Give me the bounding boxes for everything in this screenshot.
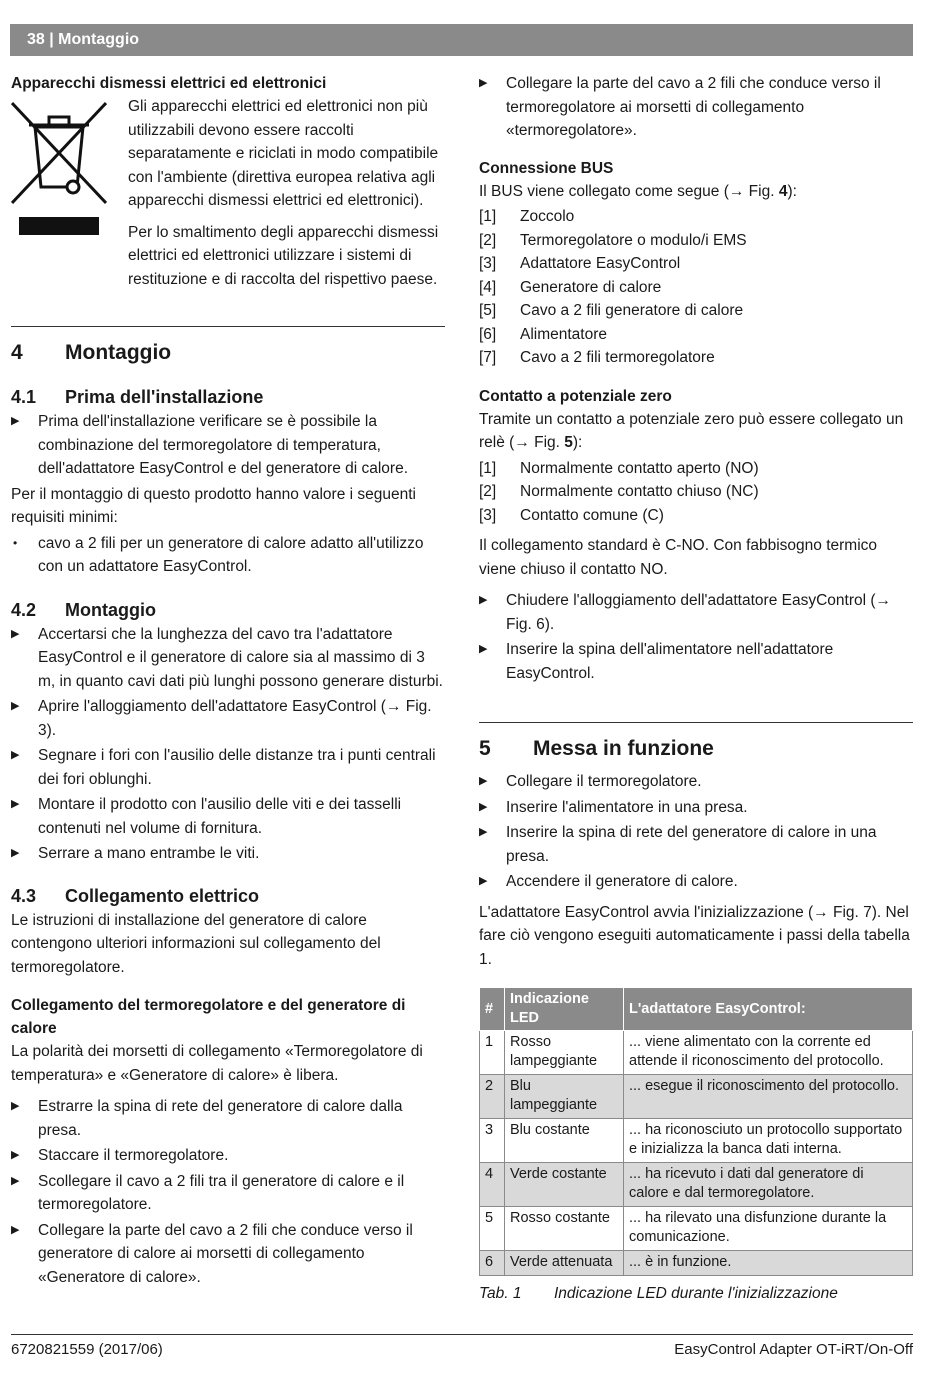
table-cell: Rosso costante: [505, 1207, 624, 1251]
page-header: [10, 24, 913, 56]
section-4-1-heading: [11, 384, 445, 410]
table-cell: ... è in funzione.: [624, 1251, 913, 1276]
table-caption: [479, 1282, 913, 1306]
table-cell: Verde attenuata: [505, 1251, 624, 1276]
legend-item: [479, 276, 913, 300]
requirements-intro: Per il montaggio di questo prodotto hanno valore i seguenti requisiti minimi:: [11, 485, 416, 526]
table-header: #: [480, 988, 505, 1031]
led-table: [479, 987, 913, 1276]
legend-number: [6]: [479, 325, 497, 343]
section-4-2-heading: [11, 597, 445, 623]
weee-bin-icon: [11, 95, 128, 291]
table-cell: Blu lampeggiante: [505, 1075, 624, 1119]
weee-title: Apparecchi dismessi elettrici ed elettronici: [11, 75, 327, 92]
table-cell: ... esegue il riconoscimento del protocollo.: [624, 1075, 913, 1119]
legend-text: Normalmente contatto aperto (NO): [520, 459, 759, 477]
section-5-heading: [479, 734, 913, 764]
contact-intro-end: ):: [572, 434, 583, 451]
table-cell: ... ha rilevato una disfunzione durante la comunicazione.: [624, 1207, 913, 1251]
caption-number: Tab. 1: [479, 1285, 522, 1302]
bus-intro-text: Il BUS viene collegato come segue (→ Fig.: [479, 182, 779, 200]
figure-ref: 4: [778, 182, 788, 200]
legend-item: [479, 252, 913, 276]
table-cell: 3: [480, 1119, 505, 1163]
legend-number: [5]: [479, 302, 497, 319]
table-cell: 2: [480, 1075, 505, 1119]
bus-intro: [479, 180, 913, 204]
doc-number: 6720821559 (2017/06): [11, 1341, 163, 1358]
table-row: [480, 1031, 913, 1075]
section-number: 4: [11, 341, 23, 364]
bus-intro-end: ):: [787, 182, 797, 200]
table-row: [480, 1251, 913, 1276]
figure-ref: 5: [564, 434, 573, 451]
legend-text: Generatore di calore: [520, 278, 662, 296]
weee-paragraph-2: Per lo smaltimento degli apparecchi dismessi elettrici ed elettronici utilizzare i sistemi di restituzione e di raccolta del rispettivo paese.: [128, 223, 439, 288]
legend-number: [2]: [479, 483, 497, 500]
bullet-item: ▶ Staccare il termoregolatore.: [11, 1144, 445, 1168]
bullet-item: ▶ Prima dell'installazione verificare se è possibile la combinazione del termoregolatore di temperatura, dell'adattatore EasyControl e del generatore di calore.: [11, 410, 445, 481]
table-row: [480, 1075, 913, 1119]
legend-item: [479, 299, 913, 323]
legend-text: Cavo a 2 fili generatore di calore: [520, 302, 744, 319]
table-cell: Rosso lampeggiante: [505, 1031, 624, 1075]
page-label: 38 | Montaggio: [27, 31, 140, 48]
legend-item: [479, 346, 913, 370]
weee-text: [128, 95, 445, 291]
paragraph: L'adattatore EasyControl avvia l'inizializzazione (→ Fig. 7). Nel fare ciò vengono eseguiti automaticamente i passi della tabella 1.: [479, 903, 910, 968]
contact-intro-text: Tramite un contatto a potenziale zero può essere collegato un relè (→ Fig.: [479, 410, 904, 451]
section-divider: [479, 722, 913, 723]
legend-item: [479, 205, 913, 229]
left-column: [11, 72, 445, 1291]
contact-intro: [479, 408, 913, 455]
requirement-item: • cavo a 2 fili per un generatore di calore adatto all'utilizzo con un adattatore EasyControl.: [11, 532, 445, 579]
bullet-item: ▶ Segnare i fori con l'ausilio delle distanze tra i punti centrali dei fori oblunghi.: [11, 744, 445, 791]
table-row: [480, 1119, 913, 1163]
table-header-row: [480, 988, 913, 1031]
legend-text: Normalmente contatto chiuso (NC): [520, 483, 759, 500]
table-row: [480, 1163, 913, 1207]
section-title: Montaggio: [65, 341, 172, 364]
legend-number: [1]: [479, 459, 497, 477]
legend-text: Adattatore EasyControl: [520, 255, 681, 272]
subheading: Collegamento del termoregolatore e del generatore di calore: [11, 997, 406, 1037]
bullet-item: ▶ Accertarsi che la lunghezza del cavo tra l'adattatore EasyControl e il generatore di calore sia al massimo di 3 m, in quanto cavi dati più lunghi possono generare disturbi.: [11, 623, 445, 694]
table-cell: Verde costante: [505, 1163, 624, 1207]
legend-text: Termoregolatore o modulo/i EMS: [520, 231, 747, 249]
legend-item: [479, 229, 913, 253]
page-footer: [11, 1334, 913, 1362]
paragraph: Il collegamento standard è C-NO. Con fabbisogno termico viene chiuso il contatto NO.: [479, 537, 878, 578]
section-divider: [11, 326, 445, 327]
contact-title: Contatto a potenziale zero: [479, 387, 672, 405]
section-title: Prima dell'installazione: [65, 387, 264, 407]
legend-number: [1]: [479, 208, 497, 225]
table-cell: 5: [480, 1207, 505, 1251]
legend-number: [7]: [479, 349, 497, 366]
legend-text: Contatto comune (C): [520, 506, 664, 524]
table-cell: 4: [480, 1163, 505, 1207]
table-cell: ... viene alimentato con la corrente ed attende il riconoscimento del protocollo.: [624, 1031, 913, 1075]
section-number: 4.3: [11, 885, 37, 906]
section-title: Messa in funzione: [533, 737, 714, 760]
table-row: [480, 1207, 913, 1251]
section-4-3-heading: [11, 883, 445, 909]
table-header: Indicazione LED: [505, 988, 624, 1031]
legend-text: Alimentatore: [520, 325, 608, 343]
bullet-item: ▶ Collegare la parte del cavo a 2 fili che conduce verso il termoregolatore ai morsetti di collegamento «termoregolatore».: [479, 72, 913, 143]
caption-text: Indicazione LED durante l'inizializzazione: [554, 1285, 838, 1302]
paragraph: Le istruzioni di installazione del generatore di calore contengono ulteriori informazioni sul collegamento del termoregolatore.: [11, 911, 381, 976]
bullet-item: ▶ Collegare il termoregolatore.: [479, 770, 913, 794]
bullet-item: ▶ Inserire la spina dell'alimentatore nell'adattatore EasyControl.: [479, 638, 913, 685]
section-number: 5: [479, 737, 491, 760]
legend-item: [479, 504, 913, 528]
section-title: Collegamento elettrico: [65, 885, 260, 906]
legend-number: [2]: [479, 231, 497, 249]
table-cell: ... ha riconosciuto un protocollo supportato e inizializza la banca dati interna.: [624, 1119, 913, 1163]
section-title: Montaggio: [65, 599, 156, 620]
weee-paragraph-1: Gli apparecchi elettrici ed elettronici non più utilizzabili devono essere raccolti separatamente e riciclati in modo compatibile con l'ambiente (direttiva europea relativa agli apparecchi dismessi elettrici ed elettronici).: [128, 98, 439, 209]
table-cell: 6: [480, 1251, 505, 1276]
bus-title: Connessione BUS: [479, 159, 614, 177]
legend-item: [479, 457, 913, 481]
bullet-item: ▶ Serrare a mano entrambe le viti.: [11, 842, 445, 866]
legend-text: Cavo a 2 fili termoregolatore: [520, 349, 715, 366]
table-cell: Blu costante: [505, 1119, 624, 1163]
bus-legend: [479, 205, 913, 370]
bullet-item: ▶ Estrarre la spina di rete del generatore di calore dalla presa.: [11, 1095, 445, 1142]
legend-item: [479, 323, 913, 347]
bullet-item: ▶ Chiudere l'alloggiamento dell'adattatore EasyControl (→ Fig. 6).: [479, 589, 913, 636]
bullet-item: ▶ Inserire l'alimentatore in una presa.: [479, 796, 913, 820]
legend-text: Zoccolo: [520, 208, 575, 225]
legend-item: [479, 480, 913, 504]
contact-legend: [479, 457, 913, 528]
legend-number: [3]: [479, 255, 497, 272]
legend-number: [4]: [479, 278, 497, 296]
table-header: L'adattatore EasyControl:: [624, 988, 913, 1031]
legend-number: [3]: [479, 506, 497, 524]
bullet-item: ▶ Scollegare il cavo a 2 fili tra il generatore di calore e il termoregolatore.: [11, 1170, 445, 1217]
table-cell: ... ha ricevuto i dati dal generatore di calore e dal termoregolatore.: [624, 1163, 913, 1207]
section-number: 4.2: [11, 599, 37, 620]
product-name: EasyControl Adapter OT-iRT/On-Off: [674, 1341, 913, 1358]
bullet-item: ▶ Inserire la spina di rete del generatore di calore in una presa.: [479, 821, 913, 868]
bullet-item: ▶ Aprire l'alloggiamento dell'adattatore EasyControl (→ Fig. 3).: [11, 695, 445, 742]
table-cell: 1: [480, 1031, 505, 1075]
weee-section: [11, 95, 445, 291]
bullet-item: ▶ Montare il prodotto con l'ausilio delle viti e dei tasselli contenuti nel volume di fornitura.: [11, 793, 445, 840]
section-number: 4.1: [11, 387, 37, 407]
bullet-item: ▶ Collegare la parte del cavo a 2 fili che conduce verso il generatore di calore ai morsetti di collegamento «Generatore di calore».: [11, 1219, 445, 1290]
right-column: [479, 72, 913, 1306]
section-4-heading: [11, 338, 445, 368]
paragraph: La polarità dei morsetti di collegamento «Termoregolatore di temperatura» e «Generatore di calore» è libera.: [11, 1043, 423, 1084]
bullet-item: ▶ Accendere il generatore di calore.: [479, 870, 913, 894]
